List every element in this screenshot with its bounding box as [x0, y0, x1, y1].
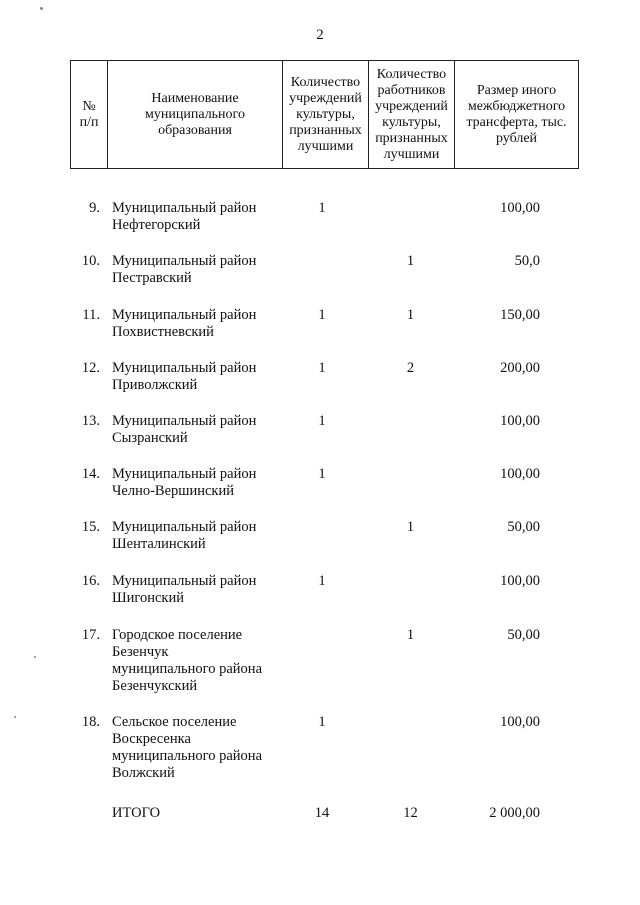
- transfer-amount: 50,0: [514, 253, 540, 269]
- municipality-name-line: Нефтегорский: [112, 217, 201, 233]
- institutions-count: 1: [318, 307, 326, 323]
- transfer-amount: 100,00: [500, 413, 540, 429]
- row-number: 10.: [81, 253, 100, 269]
- municipality-name: [112, 307, 282, 341]
- institutions-count: 1: [318, 360, 326, 376]
- municipality-name: [112, 413, 282, 447]
- municipality-name: [112, 519, 282, 553]
- municipality-name: [112, 253, 282, 287]
- municipality-name: [112, 200, 282, 234]
- row-number: 14.: [81, 466, 100, 482]
- transfer-amount: 50,00: [507, 519, 540, 535]
- municipality-name: [112, 714, 282, 782]
- institutions-count: 1: [318, 413, 326, 429]
- header-institutions: Количество учреждений культуры, признанных лучшими: [283, 61, 369, 169]
- transfer-amount: 100,00: [500, 466, 540, 482]
- total-workers: 12: [403, 805, 418, 821]
- row-number: 17.: [81, 627, 100, 643]
- workers-count: 1: [406, 627, 415, 643]
- row-number: 16.: [81, 573, 100, 589]
- total-label: ИТОГО: [112, 805, 161, 821]
- transfer-amount: 100,00: [500, 200, 540, 216]
- workers-count: 1: [406, 307, 415, 323]
- municipality-name-line: муниципального района: [112, 661, 262, 677]
- transfer-amount: 100,00: [500, 573, 540, 589]
- workers-count: 1: [406, 253, 415, 269]
- municipality-name-line: Муниципальный район: [112, 519, 257, 535]
- workers-count: 1: [406, 519, 415, 535]
- page-number: 2: [316, 27, 324, 43]
- municipality-name-line: Безенчукский: [112, 678, 198, 694]
- row-number: 11.: [82, 307, 100, 323]
- row-number: 13.: [81, 413, 100, 429]
- row-number: 9.: [89, 200, 100, 216]
- municipality-name-line: Воскресенка: [112, 731, 191, 747]
- row-number: 15.: [81, 519, 100, 535]
- municipality-name: [112, 627, 282, 695]
- municipality-name-line: Сызранский: [112, 430, 188, 446]
- municipality-name-line: Похвистневский: [112, 324, 214, 340]
- scan-speck: [14, 716, 16, 718]
- municipality-name-line: Волжский: [112, 765, 175, 781]
- table-header: [70, 60, 579, 169]
- header-num: № п/п: [71, 61, 108, 169]
- municipality-name: [112, 573, 282, 607]
- header-transfer: Размер иного межбюджетного трансферта, тыс. рублей: [455, 61, 579, 169]
- municipality-name-line: Шенталинский: [112, 536, 206, 552]
- municipality-name-line: Муниципальный район: [112, 253, 257, 269]
- institutions-count: 1: [318, 200, 326, 216]
- institutions-count: 1: [318, 573, 326, 589]
- municipality-name-line: Городское поселение: [112, 627, 243, 643]
- workers-count: 2: [406, 360, 415, 376]
- municipality-name-line: муниципального района: [112, 748, 262, 764]
- municipality-name-line: Безенчук: [112, 644, 169, 660]
- total-institutions: 14: [314, 805, 330, 821]
- scan-speck: [40, 7, 43, 10]
- municipality-name-line: Муниципальный район: [112, 360, 257, 376]
- municipality-name-line: Шигонский: [112, 590, 184, 606]
- municipality-name-line: Муниципальный район: [112, 466, 257, 482]
- institutions-count: 1: [318, 714, 326, 730]
- municipality-name: [112, 466, 282, 500]
- transfer-amount: 200,00: [500, 360, 540, 376]
- municipality-name-line: Сельское поселение: [112, 714, 237, 730]
- municipality-name-line: Муниципальный район: [112, 307, 257, 323]
- municipality-name-line: Приволжский: [112, 377, 198, 393]
- municipality-name-line: Пестравский: [112, 270, 192, 286]
- transfer-amount: 50,00: [507, 627, 540, 643]
- municipality-name: [112, 360, 282, 394]
- municipality-name-line: Муниципальный район: [112, 573, 257, 589]
- municipality-name-line: Муниципальный район: [112, 413, 257, 429]
- transfer-amount: 100,00: [500, 714, 540, 730]
- transfer-amount: 150,00: [500, 307, 540, 323]
- row-number: 12.: [81, 360, 100, 376]
- scan-speck: [34, 656, 36, 658]
- row-number: 18.: [81, 714, 100, 730]
- header-name: Наименование муниципального образования: [108, 61, 283, 169]
- header-workers: Количество работников учреждений культуры, признанных лучшими: [369, 61, 455, 169]
- total-transfer: 2 000,00: [489, 805, 540, 821]
- institutions-count: 1: [318, 466, 326, 482]
- municipality-name-line: Муниципальный район: [112, 200, 257, 216]
- municipality-name-line: Челно-Вершинский: [112, 483, 234, 499]
